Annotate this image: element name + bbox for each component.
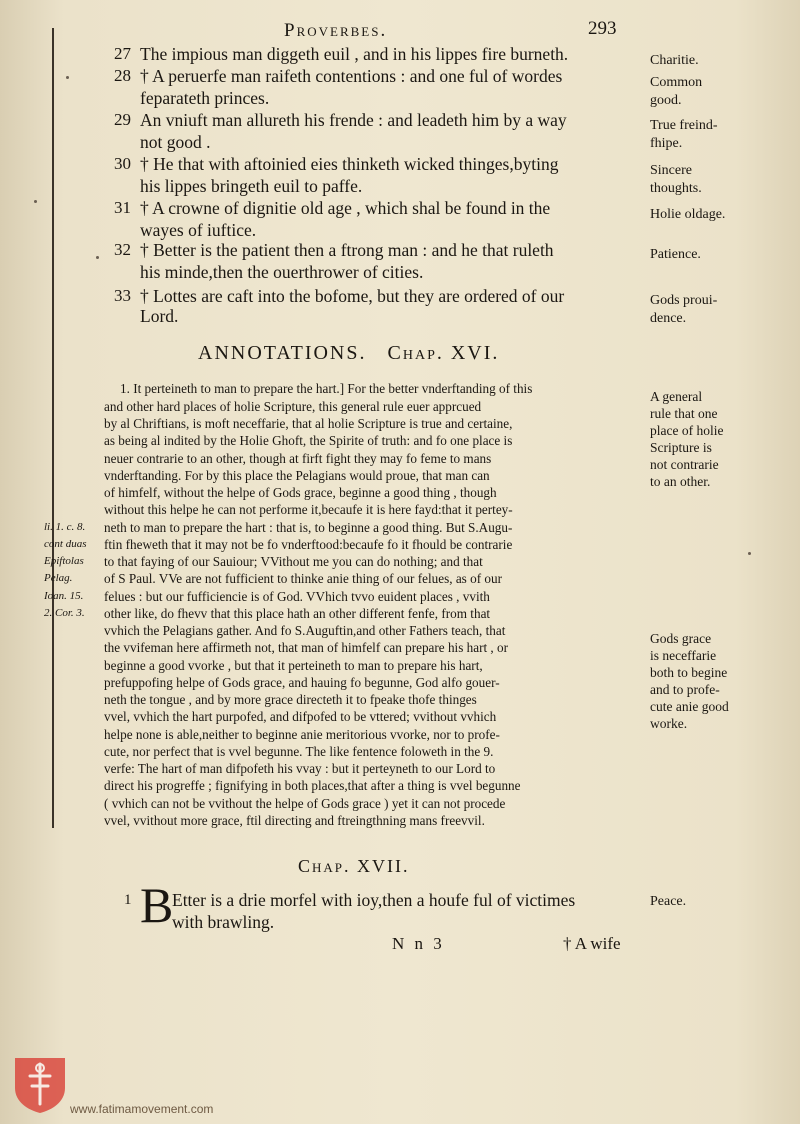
annotation-line: 1. It perteineth to man to prepare the hart.] For the better vnderftanding of this (120, 381, 533, 396)
verse-line: feparateth princes. (140, 88, 270, 108)
margin-note: fhipe. (650, 136, 683, 151)
margin-note: Sincere (650, 163, 692, 178)
annotation-line: the vvifeman here affirmeth not, that man of himfelf can prepare his hart , or (104, 640, 509, 655)
verse-line: † A peruerfe man raifeth contentions : and one ful of wordes (140, 66, 563, 86)
annotation-line: vvel, vvhich the hart purpofed, and difpofed to be vttered; vvithout vvhich (104, 709, 497, 724)
ink-speck (96, 256, 99, 259)
verse-number: 29 (114, 110, 131, 129)
annotation-line: as being al indited by the Holie Ghoft, the Spirite of truth: and fo one place is (104, 433, 513, 448)
verse-line: † Lottes are caft into the bofome, but they are ordered of our (140, 286, 565, 306)
annotation-line: by al Chriftians, is moft neceffarie, that al holie Scripture is true and certaine, (104, 416, 513, 431)
annotation-margin-note: Scripture is (650, 440, 712, 455)
margin-note: Patience. (650, 247, 701, 262)
margin-note: Common (650, 75, 703, 90)
watermark-logo (12, 1054, 68, 1114)
annotation-line: vvhich the Pelagians gather. And fo S.Auguftin,and other Fathers teach, that (104, 623, 506, 638)
ink-speck (748, 552, 751, 555)
left-margin-reference: Epiftolas (44, 555, 84, 567)
annotation-line: neuer contrarie to an other, though at firft fight they may fo feme to mans (104, 451, 492, 466)
annotation-line: to that faying of our Sauiour; VVithout me you can do nothing; and that (104, 554, 483, 569)
ink-speck (66, 76, 69, 79)
annotation-margin-note: both to begine (650, 665, 728, 680)
annotation-line: helpe none is able,neither to beginne anie meritorious vvorke, nor to profe- (104, 727, 500, 742)
verse-number: 28 (114, 66, 131, 85)
annotation-line: beginne a good vvorke , but that it perteineth to man to prepare his hart, (104, 658, 483, 673)
annotation-line: of S Paul. VVe are not fufficient to thinke anie thing of our felues, as of our (104, 571, 502, 586)
annotation-margin-note: worke. (650, 716, 688, 731)
margin-note: thoughts. (650, 181, 702, 196)
verse-line: Lord. (140, 306, 179, 326)
margin-note: True freind- (650, 118, 718, 133)
catchword: † A wife (563, 934, 621, 953)
verse-line: † A crowne of dignitie old age , which shal be found in the (140, 198, 551, 218)
annotation-margin-note: is neceffarie (650, 648, 717, 663)
annotation-margin-note: rule that one (650, 406, 718, 421)
annotation-line: ftin fheweth that it may not be fo vnderftood:becaufe fo it fhould be contrarie (104, 537, 513, 552)
annotation-line: vvel, vvithout more grace, ftil directing and ftreingthning mans freevvil. (104, 813, 485, 828)
verse-line: wayes of iuftice. (140, 220, 257, 240)
margin-note: Charitie. (650, 53, 699, 68)
annotation-line: and other hard places of holie Scripture, this general rule euer apprcued (104, 399, 482, 414)
left-margin-reference: li. 1. c. 8. (44, 521, 86, 533)
annotation-line: felues : but our fufficiencie is of God. VVhich tvvo euident places , vvith (104, 589, 490, 604)
margin-note: good. (650, 93, 682, 108)
left-margin-reference: 2. Cor. 3. (44, 607, 85, 619)
annotation-line: of himfelf, without the helpe of Gods grace, beginne a good thing , though (104, 485, 497, 500)
annotation-line: without this helpe he can not performe it,becaufe it is here fayd:that it pertey- (104, 502, 513, 517)
annotation-line: prefuppofing helpe of Gods grace, and hauing fo begunne, God alfo gouer- (104, 675, 500, 690)
left-margin-reference: Pelag. (44, 572, 73, 584)
running-head: Proverbes. (284, 20, 388, 41)
annotations-heading (198, 342, 499, 365)
verse-line: An vniuft man allureth his frende : and leadeth him by a way (140, 110, 567, 130)
verse-line: † Better is the patient then a ftrong man : and he that ruleth (140, 240, 554, 260)
margin-note: Gods proui- (650, 293, 718, 308)
verse-line: his lippes bringeth euil to paffe. (140, 176, 363, 196)
annotation-margin-note: to an other. (650, 474, 711, 489)
signature-mark: N n 3 (392, 934, 445, 953)
gutter-rule (52, 28, 54, 828)
annotation-line: neth the tongue , and by more grace directeth it to fpeake thofe thinges (104, 692, 477, 707)
verse-number: 30 (114, 154, 131, 173)
annotation-line: cute, nor perfect that is vvel begunne. The like fentence foloweth in the 9. (104, 744, 494, 759)
annotations-title: ANNOTATIONS. (198, 342, 367, 364)
margin-note: dence. (650, 311, 687, 326)
verse-line: his minde,then the ouerthrower of cities. (140, 262, 424, 282)
left-margin-reference: cont duas (44, 538, 87, 550)
margin-note: Holie oldage. (650, 207, 726, 222)
annotation-margin-note: Gods grace (650, 631, 712, 646)
annotation-margin-note: cute anie good (650, 699, 729, 714)
page-number: 293 (588, 18, 617, 39)
verse-number: 1 (124, 892, 132, 908)
verse-line: Etter is a drie morfel with ioy,then a houfe ful of victimes (172, 890, 576, 910)
annotation-margin-note: and to profe- (650, 682, 720, 697)
verse-line: with brawling. (172, 912, 275, 932)
ink-speck (34, 200, 37, 203)
website-link[interactable]: www.fatimamovement.com (70, 1102, 214, 1116)
verse-line: not good . (140, 132, 211, 152)
verse-line: † He that with aftoinied eies thinketh wicked thinges,byting (140, 154, 559, 174)
margin-note: Peace. (650, 894, 687, 909)
annotation-line: other like, do fhevv that this place hath an other different fenfe, from that (104, 606, 491, 621)
annotation-margin-note: place of holie (650, 423, 724, 438)
annotation-margin-note: A general (650, 389, 703, 404)
annotation-line: neth to man to prepare the hart : that is, to beginne a good thing. But S.Augu- (104, 520, 513, 535)
verse-number: 32 (114, 240, 131, 259)
annotation-line: direct his progreffe ; fignifying in both places,that after a thing is vvel begunne (104, 778, 521, 793)
annotation-line: verfe: The hart of man difpofeth his vvay : but it perteyneth to our Lord to (104, 761, 496, 776)
annotations-chapter: Chap. XVI. (387, 342, 500, 364)
verse-line: The impious man diggeth euil , and in his lippes fire burneth. (140, 44, 569, 64)
verse-number: 27 (114, 44, 131, 63)
annotation-line: vnderftanding. For by this place the Pelagians would proue, that man can (104, 468, 490, 483)
verse-number: 31 (114, 198, 131, 217)
annotation-margin-note: not contrarie (650, 457, 719, 472)
drop-capital: B (140, 877, 174, 933)
verse-number: 33 (114, 286, 131, 305)
annotation-line: ( vvhich can not be vvithout the helpe of Gods grace ) yet it can not procede (104, 796, 506, 811)
left-margin-reference: Ioan. 15. (44, 590, 84, 602)
chapter-heading: Chap. XVII. (298, 856, 410, 876)
